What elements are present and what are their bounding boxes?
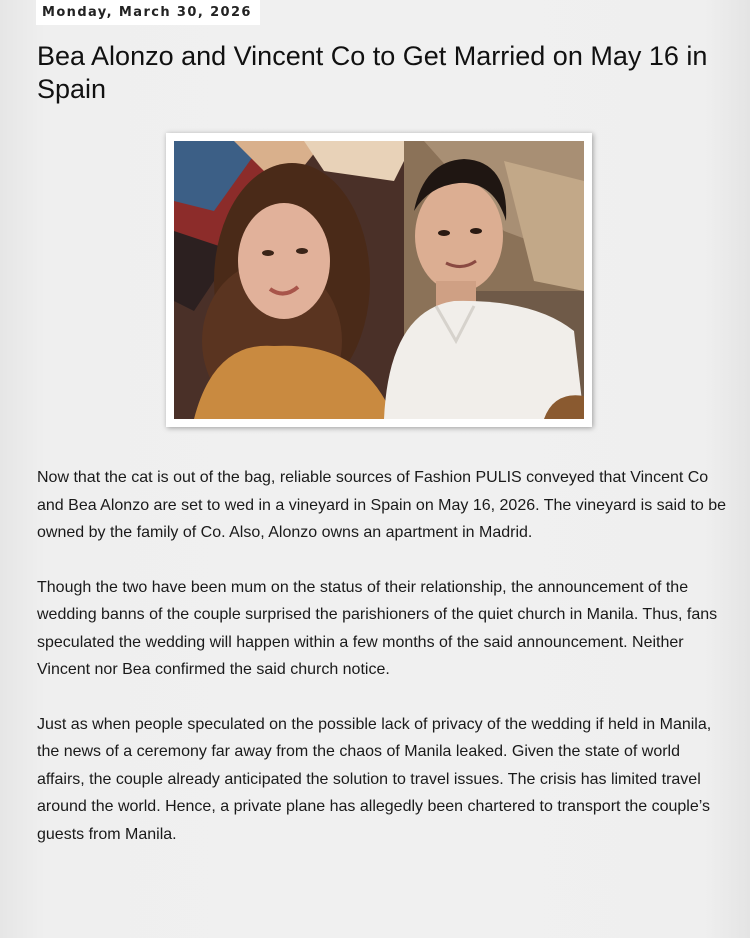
post-paragraph: Though the two have been mum on the status of their relationship, the announcement of the wedding banns of the couple surprised the parishioners of the quiet church in Manila. Thus, fans speculated the wedding will happen within a few months of the said announcement. Neither Vincent nor Bea confirmed the said church notice.	[37, 578, 718, 678]
post-image-frame[interactable]	[166, 133, 592, 427]
post-body	[37, 464, 727, 875]
post-paragraph: Now that the cat is out of the bag, reliable sources of Fashion PULIS conveyed that Vincent Co and Bea Alonzo are set to wed in a vineyard in Spain on May 16, 2026. The vineyard is said to be owned by the family of Co. Also, Alonzo owns an apartment in Madrid.	[37, 469, 727, 541]
post-paragraph: Just as when people speculated on the possible lack of privacy of the wedding if held in Manila, the news of a ceremony far away from the chaos of Manila leaked. Given the state of world affairs, the couple already anticipated the solution to travel issues. The crisis has limited travel around the world. Hence, a private plane has allegedly been chartered to transport the couple’s guests from Manila.	[37, 715, 712, 843]
post-image[interactable]	[174, 141, 584, 419]
post-date-header: Monday, March 30, 2026	[36, 0, 260, 25]
post-title[interactable]: Bea Alonzo and Vincent Co to Get Married on May 16 in Spain	[37, 41, 708, 104]
couple-photo-illustration	[174, 141, 584, 419]
